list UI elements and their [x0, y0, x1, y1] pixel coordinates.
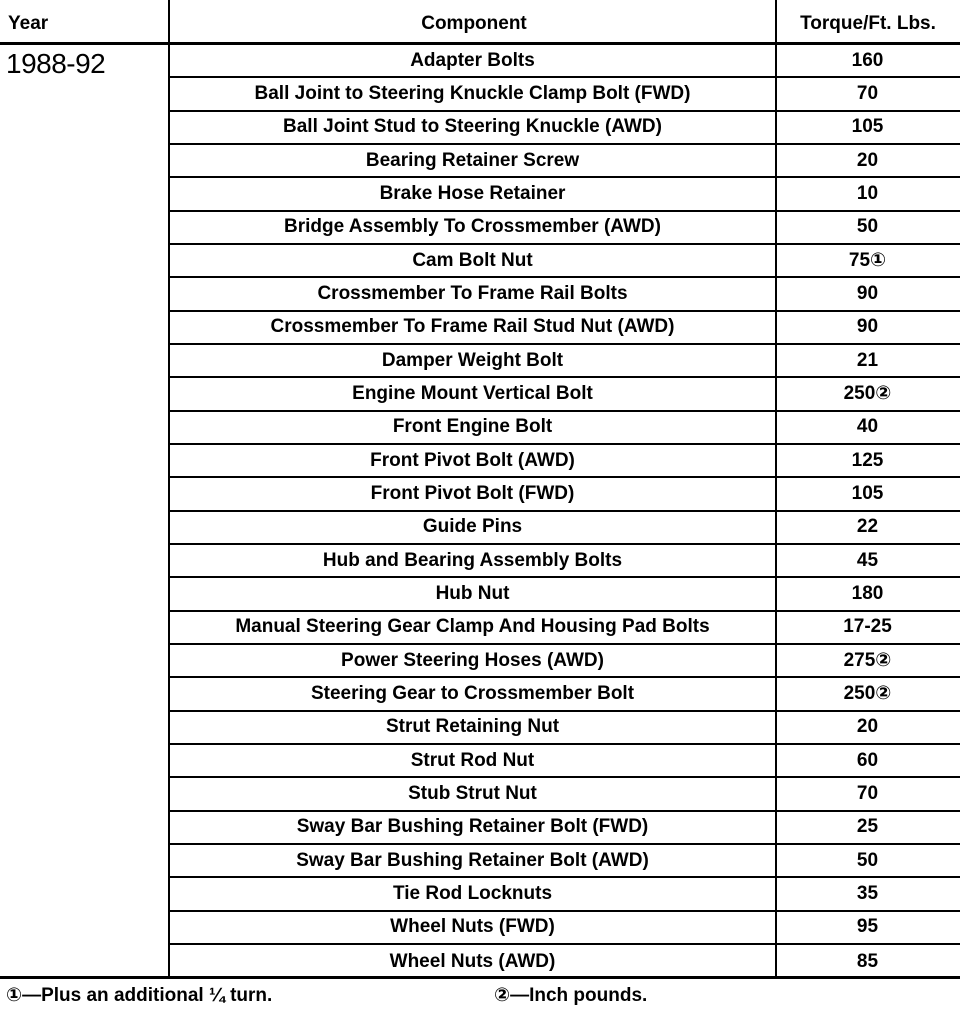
table-row: [170, 178, 960, 211]
component-cell: Guide Pins: [422, 516, 523, 538]
table-row: [170, 478, 960, 511]
component-cell: Damper Weight Bolt: [381, 349, 564, 371]
table-row: [170, 45, 960, 78]
torque-cell: 22: [856, 516, 879, 538]
component-cell: Ball Joint to Steering Knuckle Clamp Bolt (FWD): [254, 82, 691, 104]
torque-cell: 50: [856, 216, 879, 238]
torque-cell: 45: [856, 549, 879, 571]
component-cell: Sway Bar Bushing Retainer Bolt (FWD): [296, 816, 649, 838]
torque-cell: 125: [851, 449, 884, 471]
component-cell: Bridge Assembly To Crossmember (AWD): [284, 216, 661, 238]
component-cell: Manual Steering Gear Clamp And Housing Pad Bolts: [235, 616, 710, 638]
torque-cell: 60: [856, 749, 879, 771]
table-row: [170, 345, 960, 378]
component-cell: Steering Gear to Crossmember Bolt: [310, 682, 635, 704]
table-row: [170, 612, 960, 645]
component-cell: Brake Hose Retainer: [379, 182, 566, 204]
table-row: [170, 78, 960, 111]
year-value: 1988-92: [6, 48, 106, 79]
table-row: [170, 412, 960, 445]
table-row: [170, 645, 960, 678]
torque-cell: 105: [851, 116, 884, 138]
torque-cell: 250②: [843, 383, 892, 405]
table-row: [170, 912, 960, 945]
table-row: [170, 145, 960, 178]
torque-cell: 95: [856, 916, 879, 938]
component-cell: Crossmember To Frame Rail Stud Nut (AWD): [270, 316, 675, 338]
component-cell: Cam Bolt Nut: [412, 249, 533, 271]
torque-cell: 10: [856, 182, 879, 204]
torque-cell: 20: [856, 716, 879, 738]
table-row: [170, 578, 960, 611]
component-cell: Front Pivot Bolt (AWD): [370, 449, 575, 471]
component-cell: Crossmember To Frame Rail Bolts: [317, 282, 628, 304]
component-cell: Hub Nut: [435, 582, 510, 604]
torque-cell: 17-25: [843, 616, 892, 638]
table-row: [170, 512, 960, 545]
table-row: [170, 845, 960, 878]
torque-cell: 50: [856, 849, 879, 871]
torque-cell: 70: [856, 782, 879, 804]
torque-cell: 180: [851, 582, 884, 604]
table-row: [170, 945, 960, 978]
torque-cell: 160: [851, 49, 884, 71]
torque-cell: 35: [856, 882, 879, 904]
table-row: [170, 378, 960, 411]
component-cell: Wheel Nuts (FWD): [390, 916, 555, 938]
component-cell: Front Engine Bolt: [392, 416, 553, 438]
torque-table-body: [170, 45, 960, 978]
table-row: [170, 812, 960, 845]
table-row: [170, 445, 960, 478]
torque-cell: 21: [856, 349, 879, 371]
table-row: [170, 745, 960, 778]
component-cell: Wheel Nuts (AWD): [389, 950, 556, 972]
component-cell: Strut Retaining Nut: [385, 716, 560, 738]
torque-cell: 90: [856, 282, 879, 304]
table-row: [170, 545, 960, 578]
component-cell: Engine Mount Vertical Bolt: [352, 382, 593, 404]
component-cell: Hub and Bearing Assembly Bolts: [322, 549, 623, 571]
year-column-header: Year: [8, 13, 49, 34]
component-cell: Front Pivot Bolt (FWD): [370, 482, 575, 504]
component-cell: Power Steering Hoses (AWD): [341, 649, 604, 671]
torque-cell: 75①: [848, 250, 887, 272]
component-cell: Stub Strut Nut: [408, 782, 537, 804]
torque-cell: 275②: [843, 650, 892, 672]
torque-cell: 105: [851, 482, 884, 504]
torque-cell: 25: [856, 816, 879, 838]
component-cell: Bearing Retainer Screw: [365, 149, 580, 171]
table-row: [170, 312, 960, 345]
table-row: [170, 678, 960, 711]
footnote-1: ①—Plus an additional ¼ turn.: [6, 985, 273, 1006]
component-cell: Sway Bar Bushing Retainer Bolt (AWD): [296, 849, 649, 871]
torque-cell: 20: [856, 149, 879, 171]
component-cell: Ball Joint Stud to Steering Knuckle (AWD): [283, 116, 662, 138]
table-row: [170, 878, 960, 911]
component-cell: Adapter Bolts: [410, 49, 535, 71]
footnotes: [6, 984, 960, 1010]
torque-cell: 85: [856, 950, 879, 972]
torque-cell: 70: [856, 82, 879, 104]
component-cell: Tie Rod Locknuts: [392, 882, 553, 904]
table-row: [170, 278, 960, 311]
table-row: [170, 112, 960, 145]
table-row: [170, 778, 960, 811]
component-column-header: Component: [421, 13, 527, 34]
torque-cell: 250②: [843, 683, 892, 705]
component-cell: Strut Rod Nut: [410, 749, 535, 771]
torque-cell: 40: [856, 416, 879, 438]
footnote-2: ②—Inch pounds.: [494, 985, 648, 1006]
table-bottom-rule: [0, 976, 960, 979]
table-row: [170, 212, 960, 245]
torque-column-header: Torque/Ft. Lbs.: [800, 13, 936, 34]
torque-cell: 90: [856, 316, 879, 338]
table-row: [170, 712, 960, 745]
table-row: [170, 245, 960, 278]
